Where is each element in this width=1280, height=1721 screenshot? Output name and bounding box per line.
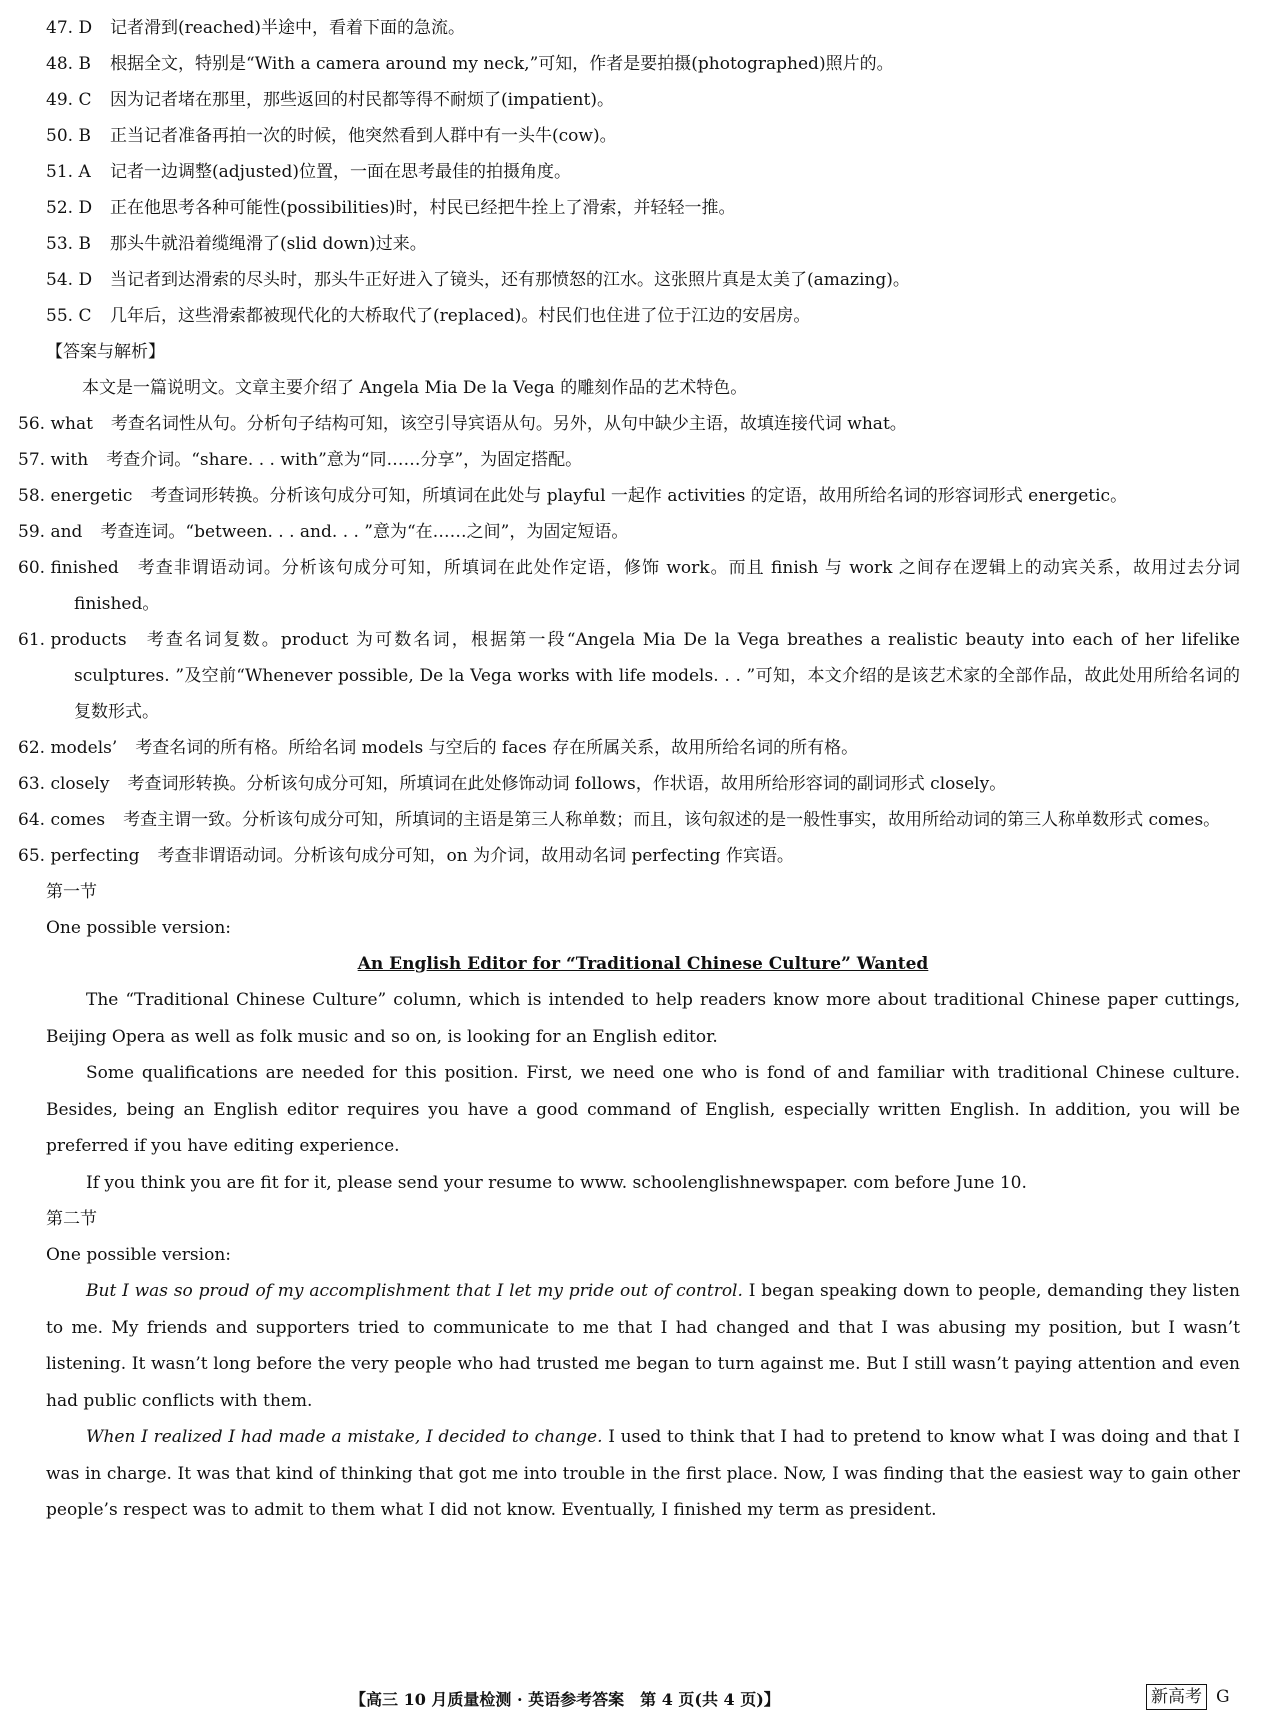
answer-text: 根据全文，特别是“With a camera around my neck,”可知，作者是要拍摄(photographed)照片的。	[110, 54, 894, 74]
section-1-heading: 第一节	[46, 882, 97, 902]
answer-item	[18, 802, 1240, 838]
answer-text: 考查非谓语动词。分析该句成分可知，on 为介词，故用动名词 perfecting 作宾语。	[157, 846, 794, 866]
answer-number: 56. what	[18, 414, 93, 434]
passage-intro: 本文是一篇说明文。文章主要介绍了 Angela Mia De la Vega 的雕刻作品的艺术特色。	[82, 378, 748, 398]
answer-number: 64. comes	[18, 810, 106, 830]
essay-paragraph: Some qualifications are needed for this position. First, we need one who is fond of and familiar with traditional Chinese culture. Besides, being an English editor requires you have a good command of English, especially written English. In addition, you will be preferred if you have editing experience.	[46, 1063, 1240, 1156]
essay-title: An English Editor for “Traditional Chinese Culture” Wanted	[357, 954, 929, 974]
answer-item	[18, 442, 1240, 478]
answer-number: 47. D	[46, 18, 93, 38]
answer-text: 那头牛就沿着缆绳滑了(slid down)过来。	[110, 234, 427, 254]
answer-page	[18, 10, 1240, 1529]
essay-paragraph: The “Traditional Chinese Culture” column, which is intended to help readers know more about traditional Chinese paper cuttings, Beijing Opera as well as folk music and so on, is looking for an English editor.	[46, 990, 1240, 1047]
answers-47-55	[46, 10, 1240, 334]
answer-text: 考查词形转换。分析该句成分可知，所填词在此处与 playful 一起作 activities 的定语，故用所给名词的形容词形式 energetic。	[150, 486, 1128, 506]
answer-number: 61. products	[18, 630, 127, 650]
answer-item	[18, 478, 1240, 514]
answer-number: 52. D	[46, 198, 93, 218]
section-1-label: One possible version:	[46, 918, 231, 938]
section-2-label: One possible version:	[46, 1245, 231, 1265]
answer-number: 57. with	[18, 450, 89, 470]
answer-item	[18, 406, 1240, 442]
answer-text: 考查名词性从句。分析句子结构可知，该空引导宾语从句。另外，从句中缺少主语，故填连接代词 what。	[110, 414, 907, 434]
answer-item	[46, 154, 1240, 190]
answer-text: 考查连词。“between. . . and. . . ”意为“在……之间”，为固定短语。	[100, 522, 629, 542]
answer-item	[18, 838, 1240, 874]
answer-item	[18, 730, 1240, 766]
writing-section-2	[46, 1201, 1240, 1529]
answer-number: 65. perfecting	[18, 846, 140, 866]
answer-text: 正在他思考各种可能性(possibilities)时，村民已经把牛拴上了滑索，并轻轻一推。	[110, 198, 736, 218]
answer-item	[46, 10, 1240, 46]
answer-text: 几年后，这些滑索都被现代化的大桥取代了(replaced)。村民们也住进了位于江边的安居房。	[110, 306, 811, 326]
answer-item	[46, 190, 1240, 226]
essay-paragraph: If you think you are fit for it, please send your resume to www. schoolenglishnewspaper. com before June 10.	[86, 1172, 1027, 1193]
answer-text: 考查非谓语动词。分析该句成分可知，所填词在此处作定语，修饰 work。而且 finish 与 work 之间存在逻辑上的动宾关系，故用过去分词 finished。	[74, 558, 1240, 614]
given-opening-sentence: When I realized I had made a mistake, I decided to change.	[86, 1427, 603, 1447]
answer-item	[18, 766, 1240, 802]
answer-number: 50. B	[46, 126, 91, 146]
given-opening-sentence: But I was so proud of my accomplishment that I let my pride out of control.	[86, 1281, 743, 1301]
answer-item	[46, 262, 1240, 298]
section-heading-answer: 【答案与解析】	[46, 342, 165, 362]
answers-56-65	[18, 406, 1240, 874]
answer-item	[18, 550, 1240, 622]
answer-number: 51. A	[46, 162, 91, 182]
answer-number: 53. B	[46, 234, 91, 254]
answer-text: 考查主谓一致。分析该句成分可知，所填词的主语是第三人称单数；而且，该句叙述的是一般性事实，故用所给动词的第三人称单数形式 comes。	[123, 810, 1221, 830]
answer-item	[18, 514, 1240, 550]
answer-number: 59. and	[18, 522, 83, 542]
answer-text: 当记者到达滑索的尽头时，那头牛正好进入了镜头，还有那愤怒的江水。这张照片真是太美了(amazing)。	[110, 270, 910, 290]
answer-item	[18, 622, 1240, 730]
story-text: I began speaking down to people, demanding they listen to me. My friends and supporters tried to communicate to me that I had changed and that I was abusing my position, but I wasn’t listening. It wasn’t long before the very people who had trusted me began to turn against me. But I still wasn’t paying attention and even had public conflicts with them.	[46, 1281, 1240, 1411]
answer-item	[46, 82, 1240, 118]
answer-text: 记者一边调整(adjusted)位置，一面在思考最佳的拍摄角度。	[110, 162, 571, 182]
answer-text: 考查名词的所有格。所给名词 models 与空后的 faces 存在所属关系，故用所给名词的所有格。	[135, 738, 859, 758]
answer-number: 49. C	[46, 90, 92, 110]
answer-item	[46, 118, 1240, 154]
answer-text: 正当记者准备再拍一次的时候，他突然看到人群中有一头牛(cow)。	[110, 126, 617, 146]
answer-number: 54. D	[46, 270, 93, 290]
writing-section-1	[46, 874, 1240, 1201]
answer-text: 记者滑到(reached)半途中，看着下面的急流。	[110, 18, 465, 38]
answer-number: 63. closely	[18, 774, 110, 794]
answer-item	[46, 226, 1240, 262]
footer-title: 【高三 10 月质量检测 · 英语参考答案 第 4 页(共 4 页)】	[350, 1690, 780, 1709]
story-paragraph	[46, 1419, 1240, 1529]
answer-text: 考查名词复数。product 为可数名词，根据第一段“Angela Mia De la Vega breathes a realistic beauty into each of her lifelike sculptures. ”及空前“Whenever possible, De la Vega works with life models. . . ”可知，本文介绍的是该艺术家的全部作品，故此处用所给名词的复数形式。	[74, 630, 1240, 722]
story-text: I used to think that I had to pretend to know what I was doing and that I was in charge. It was that kind of thinking that got me into trouble in the first place. Now, I was finding that the easiest way to gain other people’s respect was to admit to them what I did not know. Eventually, I finished my term as president.	[46, 1427, 1240, 1520]
answer-number: 62. models’	[18, 738, 118, 758]
answer-text: 考查词形转换。分析该句成分可知，所填词在此处修饰动词 follows，作状语，故用所给形容词的副词形式 closely。	[127, 774, 1007, 794]
answer-text: 考查介词。“share. . . with”意为“同……分享”，为固定搭配。	[106, 450, 583, 470]
exam-badge: 新高考	[1146, 1684, 1207, 1710]
answer-number: 48. B	[46, 54, 91, 74]
answer-item	[46, 46, 1240, 82]
answer-item	[46, 298, 1240, 334]
answer-text: 因为记者堵在那里，那些返回的村民都等得不耐烦了(impatient)。	[110, 90, 614, 110]
answer-number: 55. C	[46, 306, 92, 326]
story-paragraph	[46, 1273, 1240, 1419]
answer-number: 60. finished	[18, 558, 119, 578]
answer-number: 58. energetic	[18, 486, 133, 506]
section-2-heading: 第二节	[46, 1209, 97, 1229]
page-footer	[0, 1687, 1280, 1717]
version-letter: G	[1216, 1687, 1230, 1707]
